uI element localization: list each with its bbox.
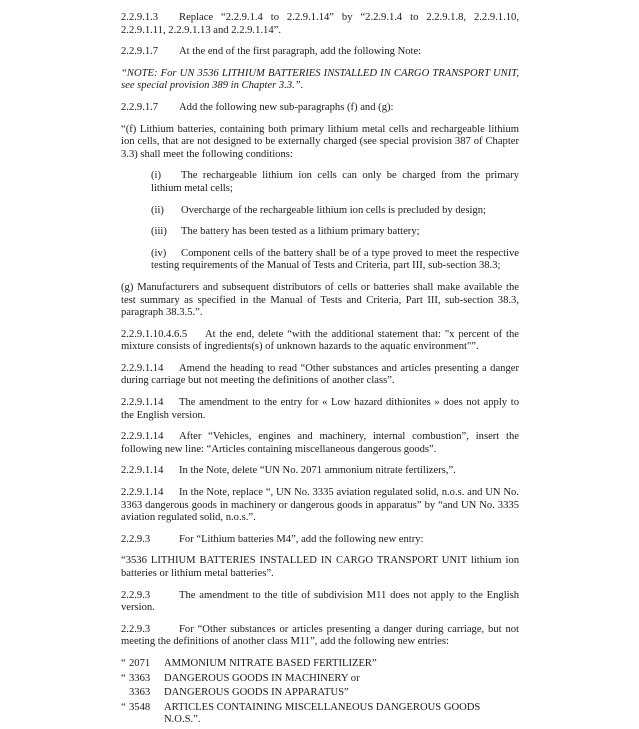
paragraph-reference: 2.2.9.1.14	[121, 431, 164, 443]
opening-quote: “	[121, 672, 126, 684]
paragraph-text: In the Note, delete “UN No. 2071 ammonium nitrate fertilizers,”.	[179, 465, 456, 477]
condition-number: (ii)	[151, 204, 164, 216]
note-text: “NOTE: For UN 3536 LITHIUM BATTERIES INSTALLED IN CARGO TRANSPORT UNIT, see special provision 389 in Chapter 3.3.”.	[121, 67, 519, 92]
entry-name-line: DANGEROUS GOODS IN MACHINERY or	[164, 672, 360, 684]
entry-name-line: DANGEROUS GOODS IN APPARATUS”	[164, 687, 349, 699]
quoted-subparagraph-f	[121, 124, 519, 162]
amendment-paragraph	[121, 465, 519, 478]
amendment-paragraph	[121, 534, 519, 547]
list-item	[121, 687, 519, 700]
paragraph-text: The amendment to the entry for « Low hazard dithionites » does not apply to the English version.	[121, 397, 519, 421]
document-page	[121, 12, 519, 729]
amendment-paragraph	[121, 363, 519, 388]
paragraph-reference: 2.2.9.1.14	[121, 465, 164, 477]
paragraph-reference: 2.2.9.1.10.4.6.5	[121, 328, 188, 340]
amendment-paragraph	[121, 487, 519, 525]
condition-item	[151, 170, 519, 195]
paragraph-text: (g) Manufacturers and subsequent distributors of cells or batteries shall make available the test summary as specified in the Manual of Tests and Criteria, Part III, sub-section 38.3, paragraph 38.3.5.”.	[121, 281, 519, 319]
paragraph-text: At the end, delete “with the additional statement that: "x percent of the mixture consists of ingredients(s) of unknown hazards to the aquatic environment"”.	[121, 328, 519, 353]
paragraph-reference: 2.2.9.1.3	[121, 12, 159, 23]
entry-name-line: ARTICLES CONTAINING MISCELLANEOUS DANGEROUS GOODS	[164, 701, 481, 713]
paragraph-text: After “Vehicles, engines and machinery, internal combustion”, insert the following new line: “Articles containing miscellaneous dangerous goods”.	[121, 431, 519, 455]
paragraph-text: Amend the heading to read “Other substances and articles presenting a danger during carriage but not meeting the definitions of another class”.	[121, 362, 519, 387]
new-entry-text	[121, 555, 519, 580]
condition-number: (iii)	[151, 226, 167, 238]
condition-number: (iv)	[151, 247, 167, 259]
list-item	[121, 673, 519, 686]
paragraph-text: For “Other substances or articles presenting a danger during carriage, but not meeting the definitions of another class M11”, add the following new entries:	[121, 623, 519, 648]
paragraph-reference: 2.2.9.3	[121, 623, 151, 635]
amendment-paragraph	[121, 329, 519, 354]
entry-name-line: N.O.S.”.	[164, 714, 201, 726]
paragraph-reference: 2.2.9.1.7	[121, 101, 159, 113]
amendment-paragraph	[121, 46, 519, 59]
paragraph-reference: 2.2.9.1.14	[121, 397, 164, 409]
condition-text: The rechargeable lithium ion cells can only be charged from the primary lithium metal cells;	[151, 170, 519, 194]
amendment-paragraph	[121, 590, 519, 615]
paragraph-reference: 2.2.9.3	[121, 533, 151, 545]
paragraph-text: In the Note, replace “, UN No. 3335 aviation regulated solid, n.o.s. and UN No. 3363 dangerous goods in machinery or dangerous goods in apparatus” by “and UN No. 3335 aviation regulated solid, n.o.s.”.	[121, 487, 519, 524]
amendment-paragraph	[121, 102, 519, 115]
list-item	[121, 658, 519, 671]
paragraph-reference: 2.2.9.1.14	[121, 487, 164, 499]
entry-name	[164, 673, 519, 686]
paragraph-text: “3536 LITHIUM BATTERIES INSTALLED IN CARGO TRANSPORT UNIT lithium ion batteries or lithium metal batteries”.	[121, 555, 519, 579]
entry-name-line: AMMONIUM NITRATE BASED FERTILIZER”	[164, 657, 377, 669]
new-entries-list	[121, 658, 519, 727]
un-number: 3363	[129, 672, 151, 684]
amendment-paragraph	[121, 12, 519, 37]
list-item	[121, 702, 519, 727]
paragraph-text: Add the following new sub-paragraphs (f) and (g):	[179, 101, 394, 113]
paragraph-text: The amendment to the title of subdivision M11 does not apply to the English version.	[121, 589, 519, 614]
entry-name	[164, 658, 519, 671]
opening-quote: “	[121, 657, 126, 669]
paragraph-text: At the end of the first paragraph, add the following Note:	[179, 46, 422, 58]
paragraph-text: “(f) Lithium batteries, containing both primary lithium metal cells and rechargeable lithium ion cells, that are not designed to be externally charged (see special provision 387 of Chapter 3.3) shall meet the following conditions:	[121, 123, 519, 160]
opening-quote: “	[121, 701, 126, 713]
un-number: 3548	[129, 701, 151, 713]
paragraph-text: For “Lithium batteries M4”, add the following new entry:	[179, 533, 424, 545]
condition-item	[151, 248, 519, 273]
paragraph-reference: 2.2.9.3	[121, 589, 151, 601]
paragraph-text: Replace “2.2.9.1.4 to 2.2.9.1.14” by “2.2.9.1.4 to 2.2.9.1.8, 2.2.9.1.10, 2.2.9.1.11, 2.2.9.1.13 and 2.2.9.1.14”.	[121, 12, 519, 36]
condition-text: Overcharge of the rechargeable lithium ion cells is precluded by design;	[181, 204, 486, 216]
un-number: 2071	[129, 657, 151, 669]
amendment-paragraph	[121, 624, 519, 649]
condition-text: Component cells of the battery shall be of a type proved to meet the respective testing requirements of the Manual of Tests and Criteria, part III, sub-section 38.3;	[151, 247, 519, 272]
opening-quote	[121, 687, 129, 700]
un-number: 3363	[129, 687, 151, 699]
paragraph-reference: 2.2.9.1.14	[121, 362, 164, 374]
quoted-subparagraph-g	[121, 282, 519, 320]
entry-name	[164, 687, 519, 700]
condition-item	[151, 205, 519, 218]
condition-number: (i)	[151, 170, 161, 182]
entry-name	[164, 702, 519, 727]
amendment-paragraph	[121, 431, 519, 456]
amendment-paragraph	[121, 397, 519, 422]
condition-item	[151, 226, 519, 239]
condition-text: The battery has been tested as a lithium primary battery;	[181, 226, 420, 238]
note-paragraph	[121, 68, 519, 93]
paragraph-reference: 2.2.9.1.7	[121, 46, 159, 58]
